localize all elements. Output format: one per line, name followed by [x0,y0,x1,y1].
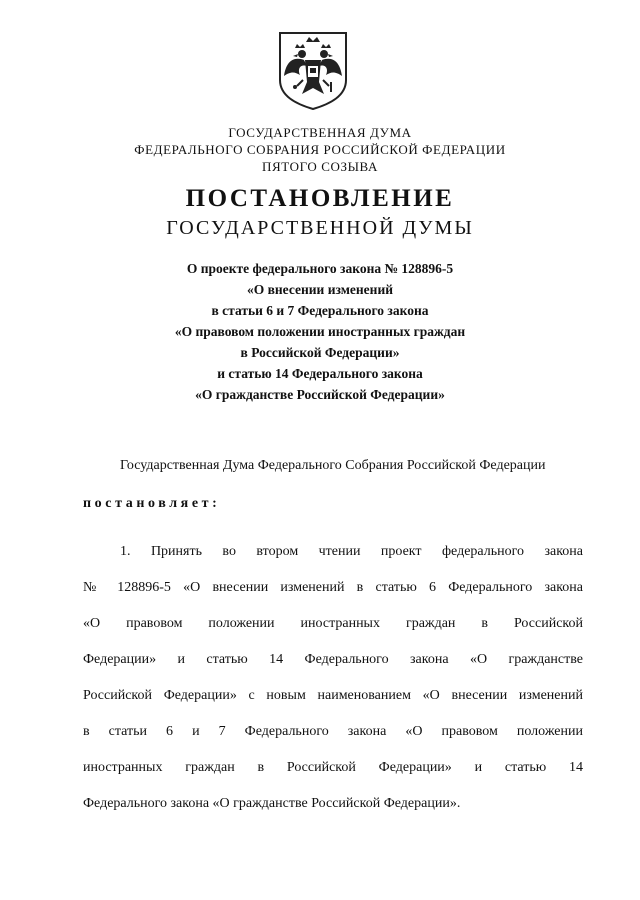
subject-line: в Российской Федерации» [240,345,400,360]
subject-line: «О внесении изменений [246,282,393,297]
subject-line: в статьи 6 и 7 Федерального закона [211,303,429,318]
subject-line: «О правовом положении иностранных граждан [174,324,466,339]
paragraph-line: Федерации» и статью 14 Федерального закона «О гражданстве [83,652,583,667]
decrees-heading: постановляет: [83,496,221,511]
paragraph-line: 1. Принять во втором чтении проект федерального закона [120,544,583,559]
subject-line: «О гражданстве Российской Федерации» [195,387,445,402]
paragraph-line: «О правовом положении иностранных граждан в Российской [83,616,583,631]
paragraph-line: № 128896-5 «О внесении изменений в статью 6 Федерального закона [83,580,583,595]
coat-of-arms-emblem [277,30,349,112]
document-title: ПОСТАНОВЛЕНИЕ [185,185,455,212]
document-subtitle: ГОСУДАРСТВЕННОЙ ДУМЫ [166,217,474,239]
paragraph-line: Российской Федерации» с новым наименованием «О внесении изменений [83,688,583,703]
subject-line: О проекте федерального закона № 128896-5 [186,261,454,276]
authority-line-1: ГОСУДАРСТВЕННАЯ ДУМА [228,125,412,140]
paragraph-line: в статьи 6 и 7 Федерального закона «О правовом положении [83,724,583,739]
subject-line: и статью 14 Федерального закона [217,366,423,381]
paragraph-line: иностранных граждан в Российской Федерации» и статью 14 [83,760,583,775]
paragraph-line: Федерального закона «О гражданстве Российской Федерации». [83,796,461,811]
issuing-authority [0,124,640,175]
resolution-paragraph [83,542,583,830]
authority-line-2: ФЕДЕРАЛЬНОГО СОБРАНИЯ РОССИЙСКОЙ ФЕДЕРАЦИИ [134,142,506,157]
authority-line-3: ПЯТОГО СОЗЫВА [262,159,378,174]
preamble: Государственная Дума Федерального Собрания Российской Федерации [120,458,546,473]
document-subject [130,258,510,405]
